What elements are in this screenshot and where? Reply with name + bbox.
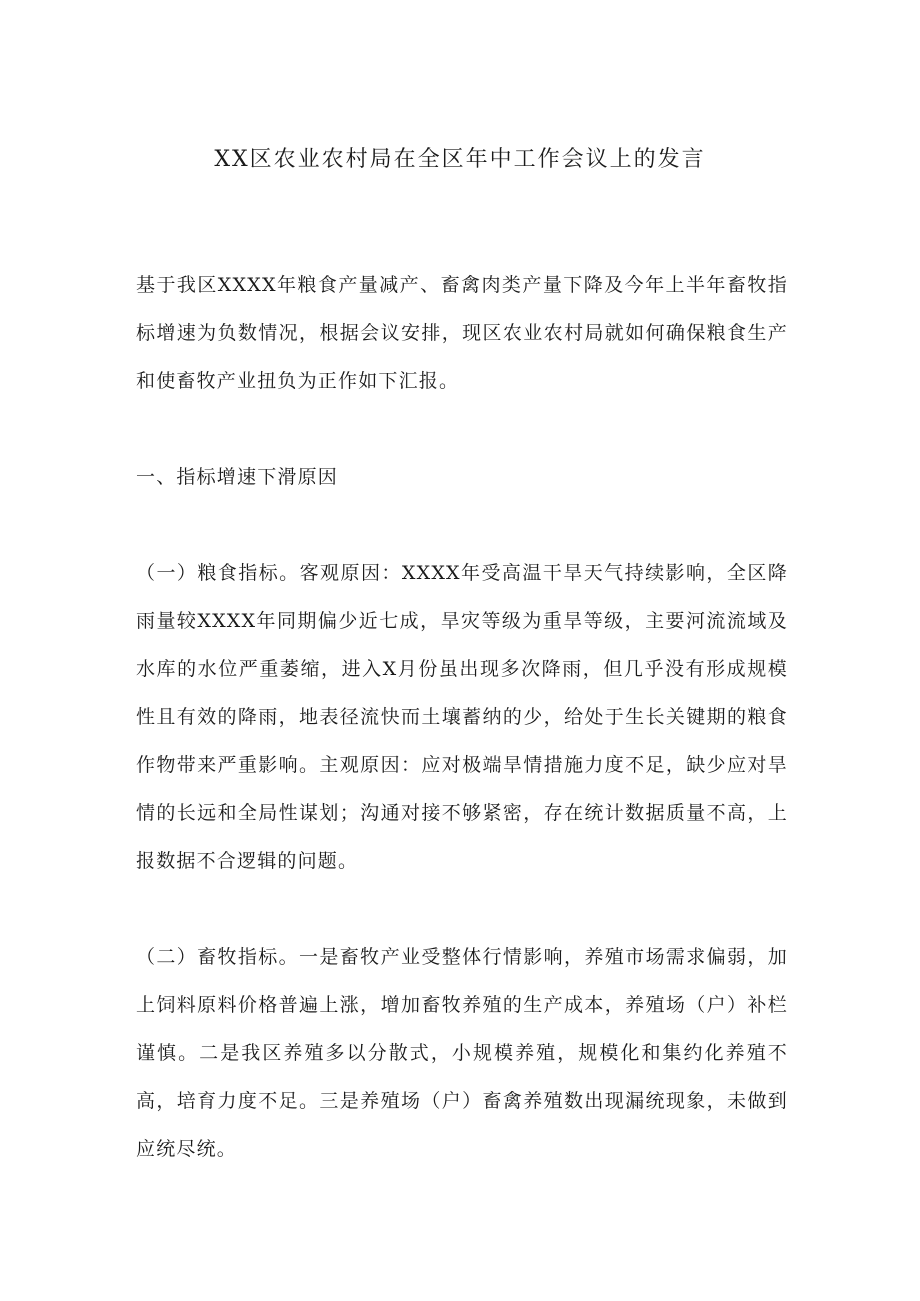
document-title: XX区农业农村局在全区年中工作会议上的发言	[214, 147, 706, 172]
intro-paragraph: 基于我区XXXX年粮食产量减产、畜禽肉类产量下降及今年上半年畜牧指标增速为负数情况，根据会议安排，现区农业农村局就如何确保粮食生产和使畜牧产业扭负为正作如下汇报。	[136, 274, 788, 392]
livestock-indicator-paragraph: （二）畜牧指标。一是畜牧产业受整体行情影响，养殖市场需求偏弱，加上饲料原料价格普遍上涨，增加畜牧养殖的生产成本，养殖场（户）补栏谨慎。二是我区养殖多以分散式，小规模养殖，规模化和集约化养殖不高，培育力度不足。三是养殖场（户）畜禽养殖数出现漏统现象，未做到应统尽统。	[136, 946, 788, 1160]
section-heading: 一、指标增速下滑原因	[136, 466, 339, 488]
grain-indicator-paragraph: （一）粮食指标。客观原因：XXXX年受高温干旱天气持续影响，全区降雨量较XXXX年同期偏少近七成，旱灾等级为重旱等级，主要河流流域及水库的水位严重萎缩，进入X月份虽出现多次降雨，但几乎没有形成规模性且有效的降雨，地表径流快而土壤蓄纳的少，给处于生长关键期的粮食作物带来严重影响。主观原因：应对极端旱情措施力度不足，缺少应对旱情的长远和全局性谋划；沟通对接不够紧密，存在统计数据质量不高，上报数据不合逻辑的问题。	[136, 562, 788, 872]
